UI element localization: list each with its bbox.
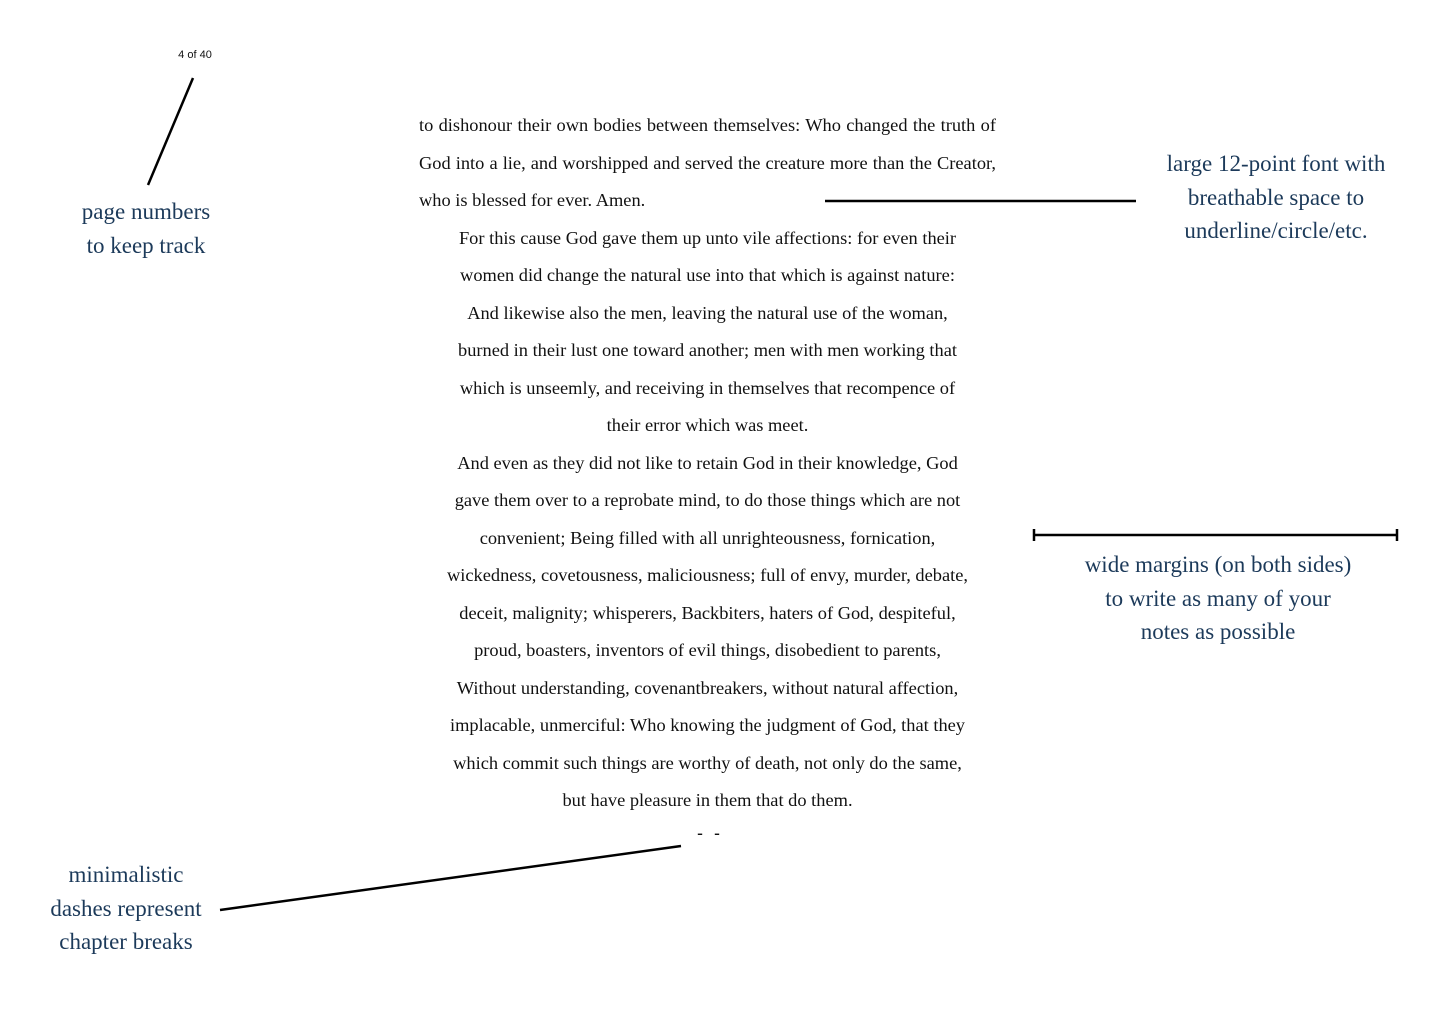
text-line: gave them over to a reprobate mind, to do those things which are not [454, 490, 961, 510]
pointer-line-chapter-break [220, 846, 681, 910]
annotation-line: notes as possible [1140, 619, 1296, 644]
text-line: implacable, unmerciful: Who knowing the judgment of God, that they [450, 715, 965, 735]
annotation-margins [1050, 548, 1386, 649]
text-line: burned in their lust one toward another; men with men working that [458, 340, 957, 360]
annotation-page-numbers [40, 195, 252, 262]
annotation-line: to write as many of your [1105, 585, 1331, 611]
text-line: wickedness, covetousness, maliciousness; full of envy, murder, debate, [446, 565, 969, 585]
pointer-line-page-number [148, 78, 193, 185]
annotation-font [1130, 147, 1422, 248]
annotation-line: underline/circle/etc. [1184, 218, 1368, 243]
annotation-line: dashes represent [50, 895, 202, 921]
text-line: For this cause God gave them up unto vile affections: for even their [458, 227, 957, 248]
text-line: And likewise also the men, leaving the natural use of the woman, [467, 302, 948, 323]
text-line: which commit such things are worthy of death, not only do the same, [453, 752, 962, 773]
annotation-line: to keep track [86, 232, 206, 258]
text-line: which is unseemly, and receiving in themselves that recompence of [459, 377, 956, 398]
text-line: women did change the natural use into that which is against nature: [460, 265, 955, 285]
chapter-break-dashes: - - [697, 823, 723, 843]
annotation-line: wide margins (on both sides) [1084, 552, 1352, 577]
annotation-chapter-breaks [20, 858, 232, 959]
annotation-line: minimalistic [68, 862, 184, 887]
text-line: their error which was meet. [606, 415, 809, 435]
annotation-line: chapter breaks [59, 929, 193, 954]
page-number: 4 of 40 [178, 49, 212, 61]
text-line: but have pleasure in them that do them. [562, 790, 853, 810]
paragraph-3 [419, 445, 996, 820]
text-line: deceit, malignity; whisperers, Backbiters, haters of God, despiteful, [459, 602, 956, 623]
text-line: Without understanding, covenantbreakers, without natural affection, [456, 677, 959, 698]
paragraph-2 [419, 220, 996, 445]
scripture-passage [419, 107, 996, 820]
annotation-line: page numbers [81, 199, 211, 224]
text-line: convenient; Being filled with all unrighteousness, fornication, [479, 527, 936, 548]
text-line: And even as they did not like to retain God in their knowledge, God [457, 452, 958, 473]
annotation-line: large 12-point font with [1166, 151, 1386, 176]
text-line: proud, boasters, inventors of evil things, disobedient to parents, [474, 640, 941, 660]
paragraph-1: to dishonour their own bodies between themselves: Who changed the truth of God into a lie, and worshipped and served the creature more than the Creator, who is blessed for ever. Amen. [419, 115, 996, 210]
annotation-line: breathable space to [1187, 184, 1365, 210]
